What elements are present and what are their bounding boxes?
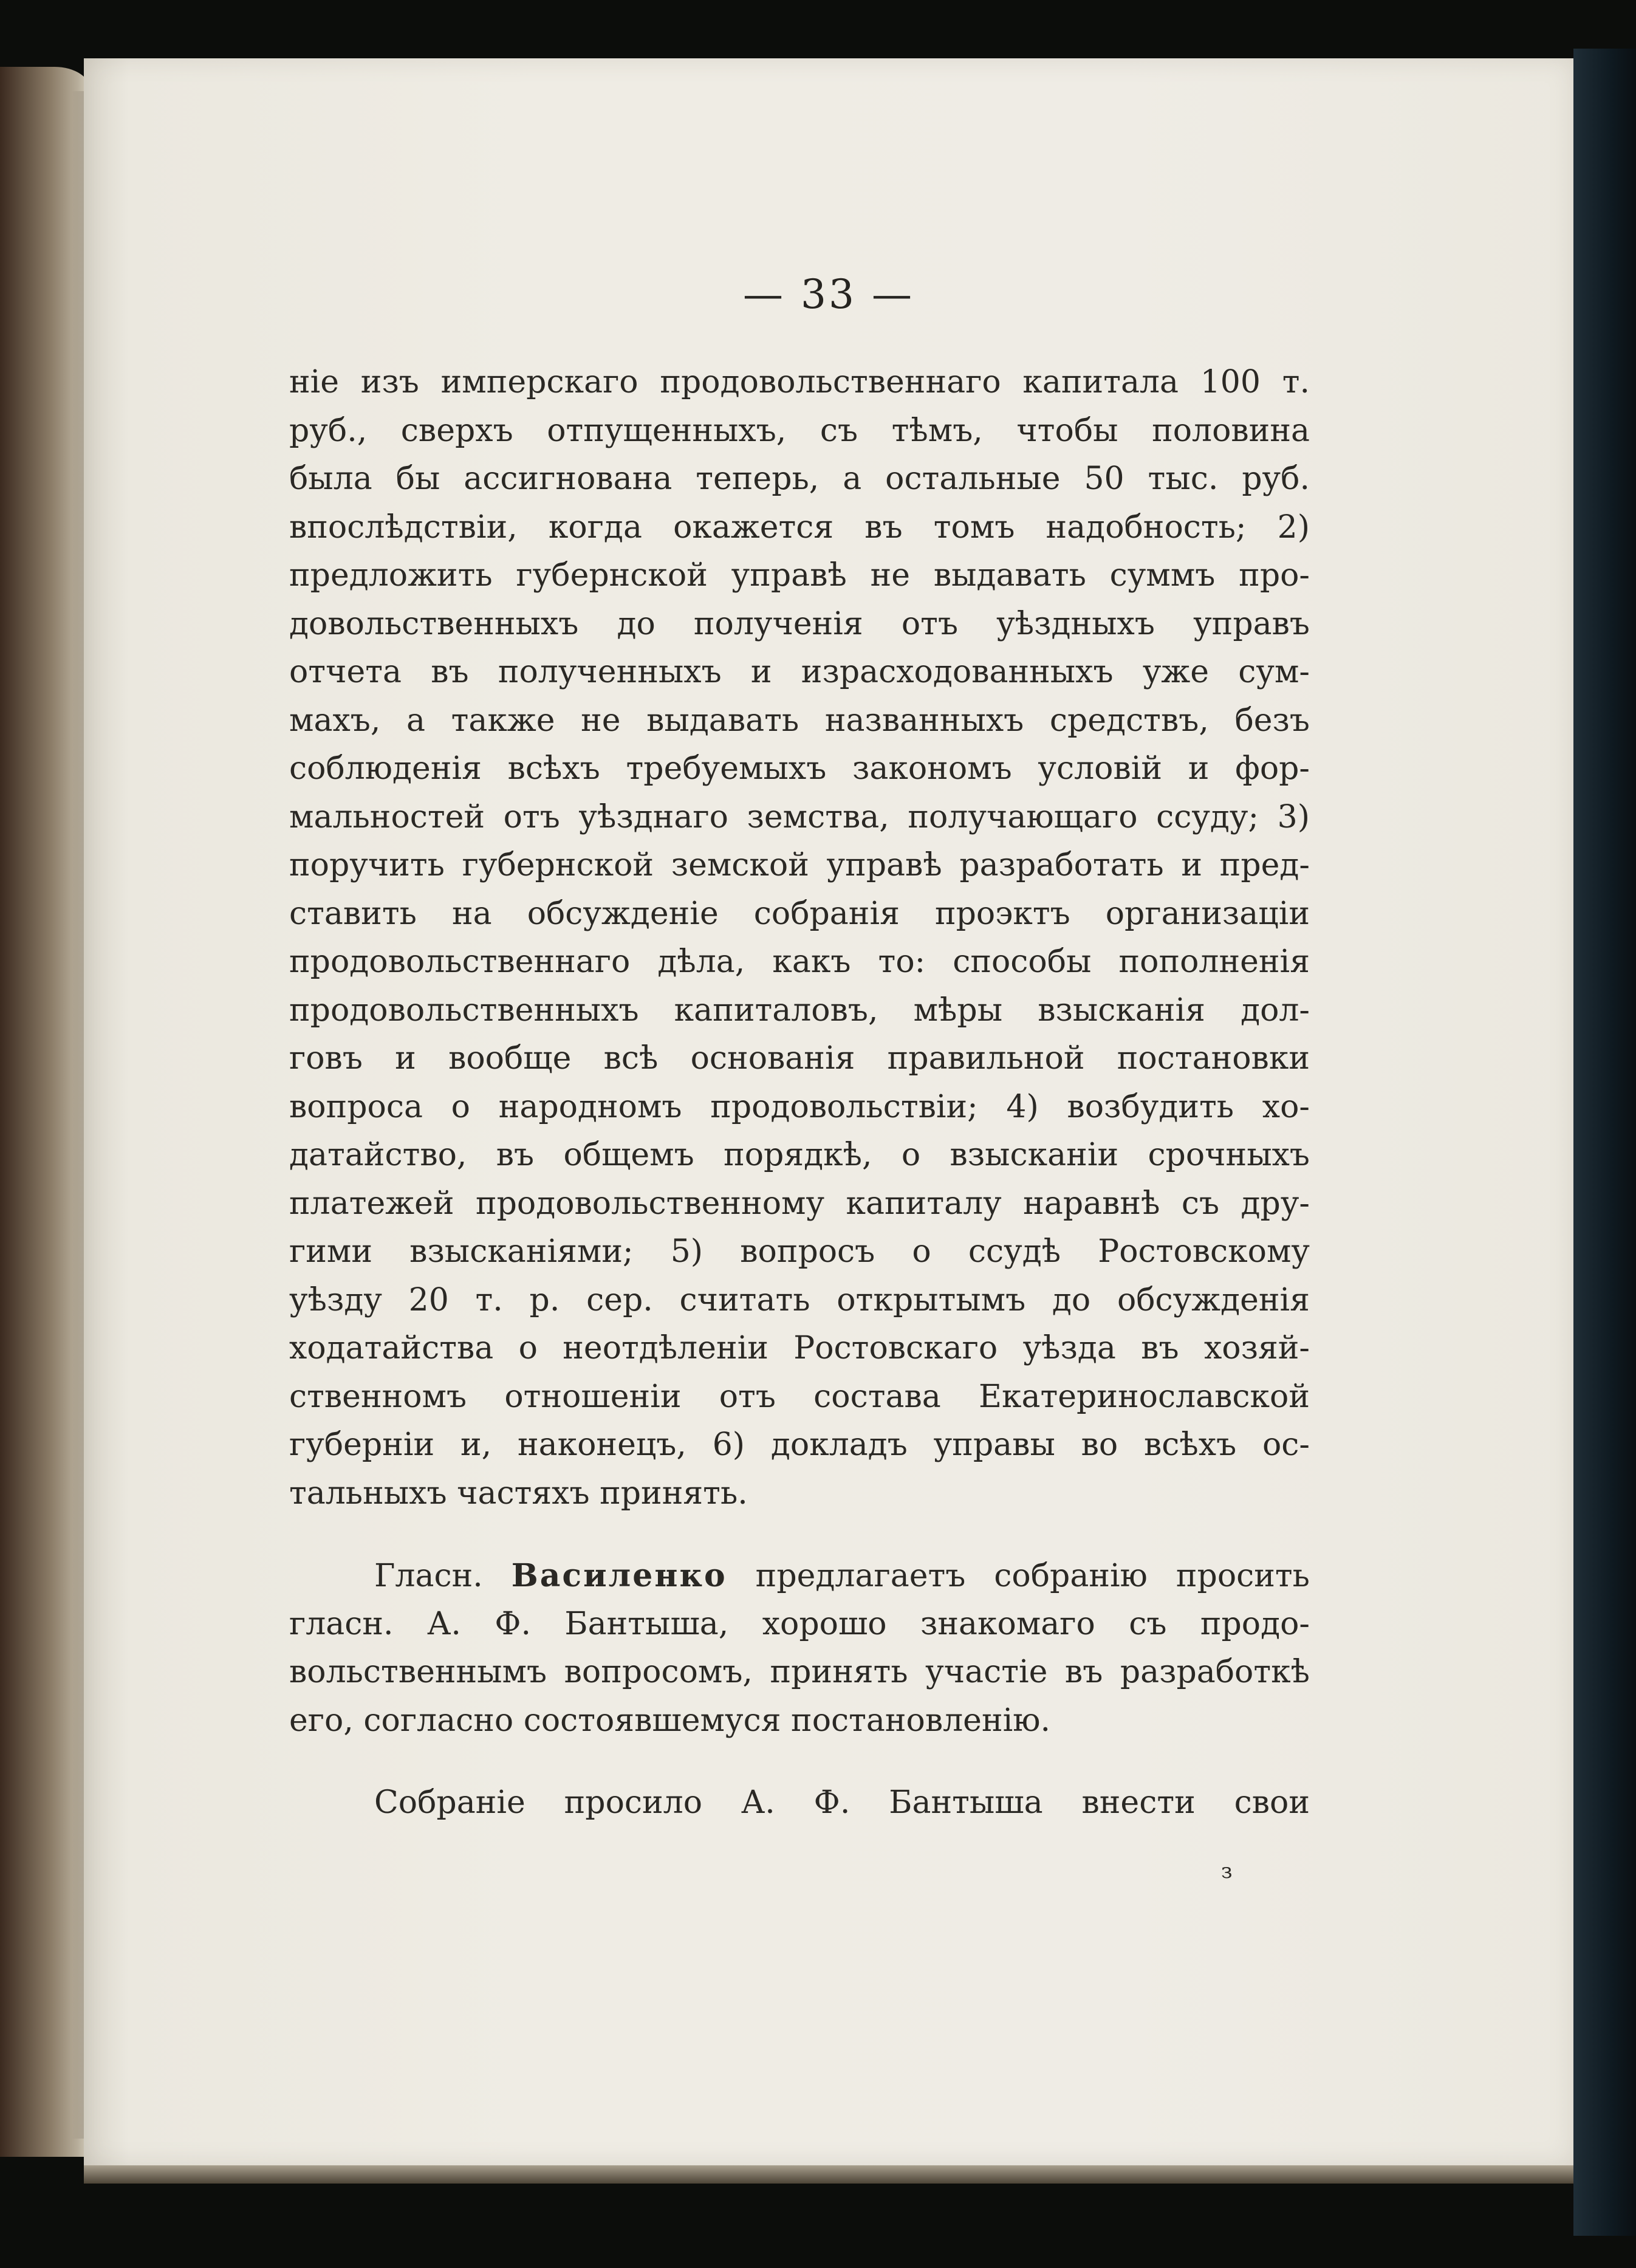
page-number: — 33 — bbox=[743, 271, 914, 318]
text-line: ніе изъ имперскаго продовольственнаго капитала 100 т. bbox=[289, 364, 1310, 400]
text-line: махъ, а также не выдавать названныхъ средствъ, безъ bbox=[289, 702, 1310, 739]
text-line: датайство, въ общемъ порядкѣ, о взысканіи срочныхъ bbox=[289, 1137, 1310, 1173]
text-line: впослѣдствіи, когда окажется въ томъ надобность; 2) bbox=[289, 509, 1310, 546]
text-line: довольственныхъ до полученія отъ уѣздныхъ управъ bbox=[289, 605, 1310, 642]
text-line: гласн. А. Ф. Бантыша, хорошо знакомаго съ продо- bbox=[289, 1605, 1310, 1642]
signature-mark: з bbox=[1221, 1859, 1233, 1883]
paragraph-3 bbox=[289, 1779, 1310, 1828]
text-line: ставить на обсужденіе собранія проэктъ организаціи bbox=[289, 895, 1310, 932]
text-line: Гласн. Василенко предлагаетъ собранію просить bbox=[374, 1557, 1310, 1594]
text-line: говъ и вообще всѣ основанія правильной постановки bbox=[289, 1040, 1310, 1077]
text-line: руб., сверхъ отпущенныхъ, съ тѣмъ, чтобы половина bbox=[289, 412, 1310, 449]
text-line: была бы ассигнована теперь, а остальные 50 тыс. руб. bbox=[289, 461, 1310, 497]
book-cover-edge bbox=[1573, 49, 1636, 2236]
text-line: вопроса о народномъ продовольствіи; 4) возбудить хо- bbox=[289, 1088, 1310, 1125]
text-line: ходатайства о неотдѣленіи Ростовскаго уѣзда въ хозяй- bbox=[289, 1330, 1310, 1366]
text-line: предложить губернской управѣ не выдавать суммъ про- bbox=[289, 557, 1310, 594]
text-line: Собраніе просило А. Ф. Бантыша внести свои bbox=[374, 1784, 1310, 1821]
speaker-name: Василенко bbox=[511, 1557, 727, 1594]
paragraph-1 bbox=[289, 358, 1310, 1518]
text-line: уѣзду 20 т. р. сер. считать открытымъ до обсужденія bbox=[289, 1281, 1310, 1318]
text-line: продовольственныхъ капиталовъ, мѣры взысканія дол- bbox=[289, 992, 1310, 1029]
text-line: вольственнымъ вопросомъ, принять участіе въ разработкѣ bbox=[289, 1654, 1310, 1690]
text-line: поручить губернской земской управѣ разработать и пред- bbox=[289, 847, 1310, 883]
text-line: ственномъ отношеніи отъ состава Екатеринославской bbox=[289, 1378, 1310, 1415]
text-line: отчета въ полученныхъ и израсходованныхъ уже сум- bbox=[289, 654, 1310, 690]
text-line: его, согласно состоявшемуся постановленію. bbox=[289, 1702, 1051, 1739]
page-text bbox=[289, 358, 1310, 1828]
page-bottom-edge bbox=[84, 2165, 1573, 2184]
text-line: тальныхъ частяхъ принять. bbox=[289, 1475, 748, 1512]
text-line: гими взысканіями; 5) вопросъ о ссудѣ Ростовскому bbox=[289, 1233, 1310, 1270]
paragraph-2 bbox=[289, 1552, 1310, 1745]
text-line: платежей продовольственному капиталу наравнѣ съ дру- bbox=[289, 1185, 1310, 1222]
text-line: соблюденія всѣхъ требуемыхъ закономъ условій и фор- bbox=[289, 750, 1310, 787]
text-line: продовольственнаго дѣла, какъ то: способы пополненія bbox=[289, 944, 1310, 980]
text-line: мальностей отъ уѣзднаго земства, получающаго ссуду; 3) bbox=[289, 798, 1310, 835]
text-line: губерніи и, наконецъ, 6) докладъ управы во всѣхъ ос- bbox=[289, 1427, 1310, 1463]
